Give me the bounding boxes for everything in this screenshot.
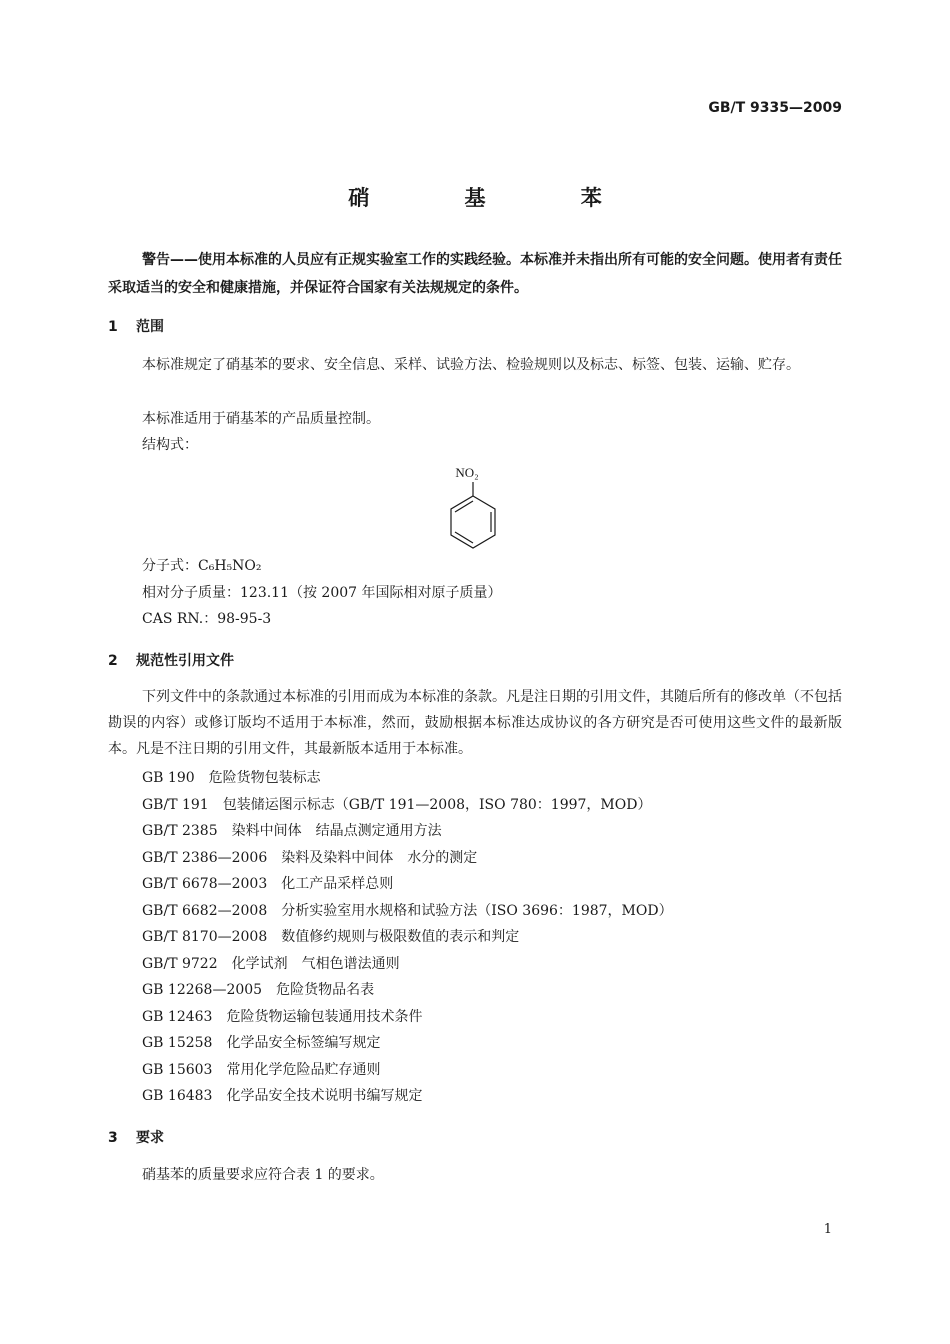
scope-paragraph: 本标准规定了硝基苯的要求、安全信息、采样、试验方法、检验规则以及标志、标签、包装、运输、贮存。 <box>142 357 800 373</box>
reference-title: 化学品安全标签编写规定 <box>226 1035 381 1051</box>
reference-code: GB 15603 <box>142 1062 213 1078</box>
molecular-formula <box>142 555 262 575</box>
structure-label: 结构式： <box>142 437 198 453</box>
reference-title: 危险货物运输包装通用技术条件 <box>226 1009 423 1025</box>
nitro-group-label: NO₂ <box>455 465 479 480</box>
reference-item <box>142 926 519 946</box>
reference-code: GB 190 <box>142 770 195 786</box>
nitrobenzene-structure-diagram <box>440 460 510 550</box>
cas-number: CAS RN.：98-95-3 <box>142 611 272 627</box>
reference-code: GB/T 6678—2003 <box>142 876 268 892</box>
requirements-paragraph: 硝基苯的质量要求应符合表 1 的要求。 <box>142 1167 384 1183</box>
reference-title: 化工产品采样总则 <box>281 876 394 892</box>
document-title: 硝 基 苯 <box>348 186 646 210</box>
reference-title: 危险货物品名表 <box>276 982 375 998</box>
standard-number: GB/T 9335—2009 <box>708 100 842 116</box>
reference-title: 数值修约规则与极限数值的表示和判定 <box>281 929 520 945</box>
references-intro: 下列文件中的条款通过本标准的引用而成为本标准的条款。凡是注日期的引用文件，其随后所有的修改单（不包括勘误的内容）或修订版均不适用于本标准，然而，鼓励根据本标准达成协议的各方研究是否可使用这些文件的最新版本。凡是不注日期的引用文件，其最新版本适用于本标准。 <box>108 689 842 757</box>
section-number: 3 <box>108 1130 118 1146</box>
reference-item <box>142 794 651 814</box>
reference-title: 常用化学危险品贮存通则 <box>226 1062 381 1078</box>
reference-code: GB/T 2385 <box>142 823 218 839</box>
reference-item <box>142 847 477 867</box>
reference-item <box>142 1006 422 1026</box>
formula-label: 分子式： <box>142 558 198 574</box>
reference-item <box>142 1032 380 1052</box>
reference-item <box>142 1085 422 1105</box>
reference-title: 包装储运图示标志（GB/T 191—2008，ISO 780：1997，MOD） <box>222 797 652 813</box>
reference-code: GB 12268—2005 <box>142 982 263 998</box>
reference-item <box>142 979 374 999</box>
section-title: 范围 <box>136 319 164 335</box>
reference-title: 分析实验室用水规格和试验方法（ISO 3696：1987，MOD） <box>281 903 673 919</box>
reference-code: GB/T 9722 <box>142 956 218 972</box>
reference-item <box>142 873 393 893</box>
reference-item <box>142 767 321 787</box>
reference-code: GB/T 191 <box>142 797 209 813</box>
reference-code: GB/T 8170—2008 <box>142 929 268 945</box>
reference-title: 染料及染料中间体 水分的测定 <box>281 850 478 866</box>
reference-code: GB 12463 <box>142 1009 213 1025</box>
reference-code: GB 16483 <box>142 1088 213 1104</box>
benzene-ring <box>451 496 495 548</box>
double-bond <box>455 532 473 543</box>
reference-item <box>142 1059 380 1079</box>
reference-code: GB/T 6682—2008 <box>142 903 268 919</box>
safety-warning: 警告——使用本标准的人员应有正规实验室工作的实践经验。本标准并未指出所有可能的安全问题。使用者有责任采取适当的安全和健康措施，并保证符合国家有关法规规定的条件。 <box>108 252 842 296</box>
reference-title: 危险货物包装标志 <box>208 770 321 786</box>
section-number: 2 <box>108 653 118 669</box>
applicability-paragraph: 本标准适用于硝基苯的产品质量控制。 <box>142 411 380 427</box>
reference-code: GB/T 2386—2006 <box>142 850 268 866</box>
reference-code: GB 15258 <box>142 1035 213 1051</box>
molar-mass: 相对分子质量：123.11（按 2007 年国际相对原子质量） <box>142 585 502 601</box>
section-2-heading <box>108 650 234 670</box>
section-3-heading <box>108 1127 164 1147</box>
section-title: 要求 <box>136 1130 164 1146</box>
reference-title: 化学品安全技术说明书编写规定 <box>226 1088 423 1104</box>
reference-title: 化学试剂 气相色谱法通则 <box>231 956 400 972</box>
double-bond <box>455 501 473 512</box>
reference-title: 染料中间体 结晶点测定通用方法 <box>231 823 442 839</box>
section-1-heading <box>108 316 164 336</box>
section-number: 1 <box>108 319 118 335</box>
page-number: 1 <box>823 1222 832 1237</box>
formula-value: C₆H₅NO₂ <box>198 558 262 574</box>
reference-item <box>142 820 442 840</box>
section-title: 规范性引用文件 <box>136 653 234 669</box>
reference-item <box>142 953 400 973</box>
reference-item <box>142 900 673 920</box>
